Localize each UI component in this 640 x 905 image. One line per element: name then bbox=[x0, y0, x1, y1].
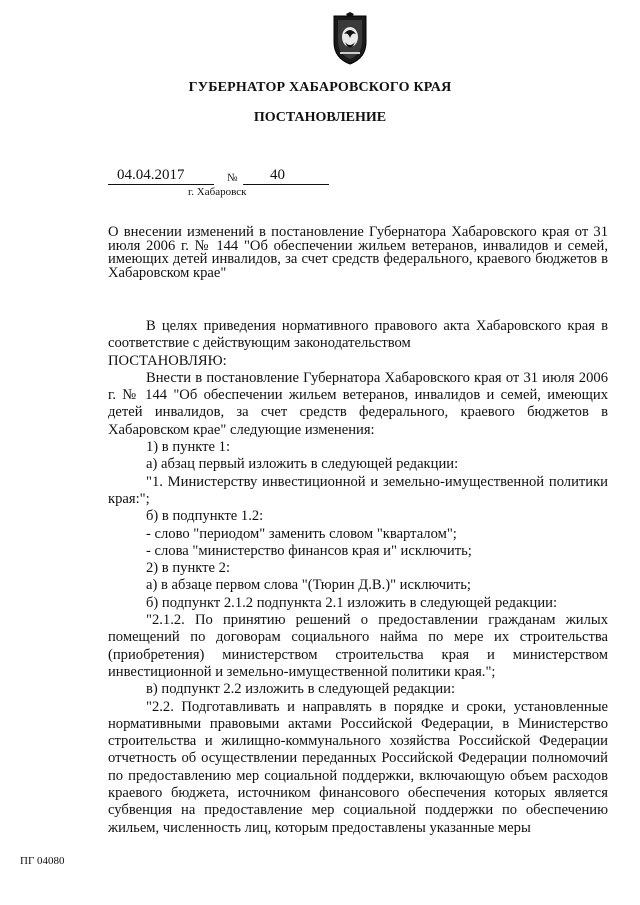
body-paragraph: б) в подпункте 1.2: bbox=[146, 508, 264, 525]
number-underline bbox=[243, 184, 329, 185]
document-date: 04.04.2017 bbox=[117, 167, 185, 183]
body-paragraph: 2) в пункте 2: bbox=[146, 560, 231, 577]
document-city: г. Хабаровск bbox=[188, 186, 247, 198]
number-label: № bbox=[227, 172, 238, 184]
body-paragraph: а) в абзаце первом слова "(Тюрин Д.В.)" исключить; bbox=[146, 577, 471, 594]
body-paragraph: б) подпункт 2.1.2 подпункта 2.1 изложить в следующей редакции: bbox=[146, 594, 558, 611]
body-paragraph: в) подпункт 2.2 изложить в следующей редакции: bbox=[146, 681, 456, 698]
decree-word: ПОСТАНОВЛЯЮ: bbox=[108, 352, 227, 369]
body-paragraph: а) абзац первый изложить в следующей редакции: bbox=[146, 456, 459, 473]
coat-of-arms-emblem bbox=[328, 12, 372, 66]
body-paragraph: - слово "периодом" заменить словом "кварталом"; bbox=[146, 525, 457, 542]
organization-title: ГУБЕРНАТОР ХАБАРОВСКОГО КРАЯ bbox=[188, 80, 452, 95]
body-paragraph: "2.2. Подготавливать и направлять в порядке и сроки, установленные нормативными правовыми актами Российской Федерации, в Министерство строительства и жилищно-коммунального хозяйства Российской Федерации отчетность об осуществлении переданных Российской Федерации полномочий по предоставлению мер социальной поддержки, включающую объем расходов краевого бюджета, источником финансового обеспечения которых является субвенция на предоставление мер социальной поддержки по обеспечению жильем, численность лиц, которым предоставлены указанные меры bbox=[108, 698, 608, 836]
document-number: 40 bbox=[270, 167, 285, 183]
date-underline bbox=[108, 184, 214, 185]
body-paragraph: 1) в пункте 1: bbox=[146, 439, 231, 456]
document-body bbox=[108, 318, 608, 837]
body-paragraph: "2.1.2. По принятию решений о предоставлении гражданам жилых помещений по договорам социального найма по мере их строительства (приобретения) министерством строительства края и министерством инвестиционной и земельно-имущественной политики края."; bbox=[108, 612, 608, 680]
document-type: ПОСТАНОВЛЕНИЕ bbox=[253, 110, 387, 125]
preamble: В целях приведения нормативного правового акта Хабаровского края в соответствие с действующим законодательством bbox=[108, 318, 608, 352]
document-subject: О внесении изменений в постановление Губернатора Хабаровского края от 31 июля 2006 г. № 144 "Об обеспечении жильем ветеранов, инвалидов и семей, имеющих детей инвалидов, за счет средств федерального, краевого бюджетов в Хабаровском крае" bbox=[108, 224, 608, 281]
body-paragraph: - слова "министерство финансов края и" исключить; bbox=[146, 542, 472, 559]
footer-code: ПГ 04080 bbox=[20, 855, 65, 867]
body-paragraph: Внести в постановление Губернатора Хабаровского края от 31 июля 2006 г. № 144 "Об обеспечении жильем ветеранов, инвалидов и семей, имеющих детей инвалидов, за счет средств федерального, краевого бюджетов в Хабаровском крае" следующие изменения: bbox=[108, 369, 608, 438]
body-paragraph: "1. Министерству инвестиционной и земельно-имущественной политики края:"; bbox=[108, 473, 608, 507]
